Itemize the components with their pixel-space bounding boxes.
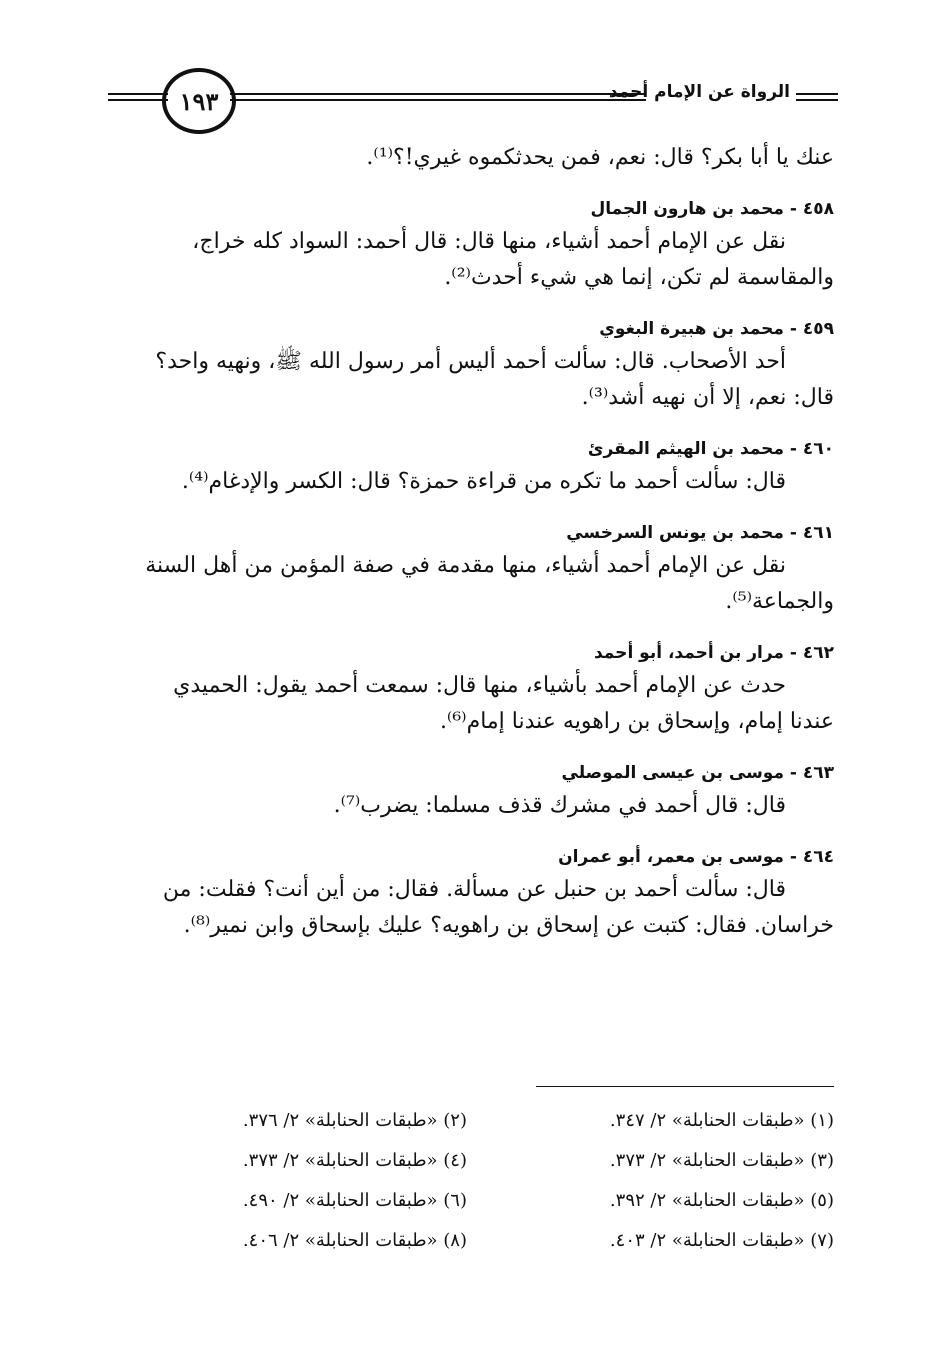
footnote: (٨) «طبقات الحنابلة» ٢/ ٤٠٦. [242,1229,467,1251]
header-rule-middle [230,93,646,95]
entry-heading: ٤٥٩ - محمد بن هبيرة البغوي [599,319,834,339]
entry-459 [106,314,834,416]
entry-line: خراسان. فقال: كتبت عن إسحاق بن راهويه؟ عليك بإسحاق وابن نمير⁽⁸⁾. [183,913,834,938]
footnote-row [140,1180,834,1220]
entry-heading: ٤٦٤ - موسى بن معمر، أبو عمران [558,847,834,867]
entry-462 [106,638,834,740]
entry-heading: ٤٦٠ - محمد بن الهيثم المقرئ [587,439,834,459]
page-number: ١٩٣ [179,86,219,116]
entry-line: نقل عن الإمام أحمد أشياء، منها قال: قال أحمد: السواد كله خراج، [192,229,786,254]
footnote: (٤) «طبقات الحنابلة» ٢/ ٣٧٣. [242,1149,467,1171]
header-rule-left [108,93,168,95]
footnote: (٣) «طبقات الحنابلة» ٢/ ٣٧٣. [609,1149,834,1171]
entry-line: قال: نعم، إلا أن نهيه أشد⁽³⁾. [581,385,834,410]
header-rule-right [796,93,838,95]
entry-line: قال: قال أحمد في مشرك قذف مسلما: يضرب⁽⁷⁾. [333,793,786,818]
entry-line: حدث عن الإمام أحمد بأشياء، منها قال: سمعت أحمد يقول: الحميدي [173,673,786,698]
footnote: (٧) «طبقات الحنابلة» ٢/ ٤٠٣. [609,1229,834,1251]
entry-463 [106,758,834,824]
page-number-badge [162,68,236,134]
entry-line: نقل عن الإمام أحمد أشياء، منها مقدمة في صفة المؤمن من أهل السنة [145,553,786,578]
opening-line: عنك يا أبا بكر؟ قال: نعم، فمن يحدثكموه غيري!؟⁽¹⁾. [366,145,834,170]
entry-line: والمقاسمة لم تكن، إنما هي شيء أحدث⁽²⁾. [444,265,834,290]
entry-heading: ٤٦٢ - مرار بن أحمد، أبو أحمد [593,643,834,663]
entry-line: أحد الأصحاب. قال: سألت أحمد أليس أمر رسول الله ﷺ، ونهيه واحد؟ [155,349,786,374]
entry-line: قال: سألت أحمد ما تكره من قراءة حمزة؟ قال: الكسر والإدغام⁽⁴⁾. [181,469,786,494]
entry-heading: ٤٦١ - محمد بن يونس السرخسي [566,523,834,543]
footnote: (٢) «طبقات الحنابلة» ٢/ ٣٧٦. [242,1109,467,1131]
entry-464 [106,842,834,944]
footnote-row [140,1140,834,1180]
footnote-row [140,1220,834,1260]
footnotes [140,1100,834,1260]
footnote-separator [536,1086,834,1087]
entry-line: والجماعة⁽⁵⁾. [725,589,834,614]
footnote: (٦) «طبقات الحنابلة» ٢/ ٤٩٠. [242,1189,467,1211]
page-body [106,140,834,944]
footnote: (٥) «طبقات الحنابلة» ٢/ ٣٩٢. [609,1189,834,1211]
page-header [108,68,838,130]
entry-heading: ٤٥٨ - محمد بن هارون الجمال [590,199,834,219]
entry-line: عندنا إمام، وإسحاق بن راهويه عندنا إمام⁽⁶⁾. [439,709,834,734]
entry-line: قال: سألت أحمد بن حنبل عن مسألة. فقال: من أين أنت؟ فقلت: من [162,877,786,902]
entry-heading: ٤٦٣ - موسى بن عيسى الموصلي [561,763,834,783]
running-title: الرواة عن الإمام أحمد [608,82,790,102]
footnote: (١) «طبقات الحنابلة» ٢/ ٣٤٧. [609,1109,834,1131]
footnote-row [140,1100,834,1140]
entry-461 [106,518,834,620]
entry-458 [106,194,834,296]
entry-460 [106,434,834,500]
